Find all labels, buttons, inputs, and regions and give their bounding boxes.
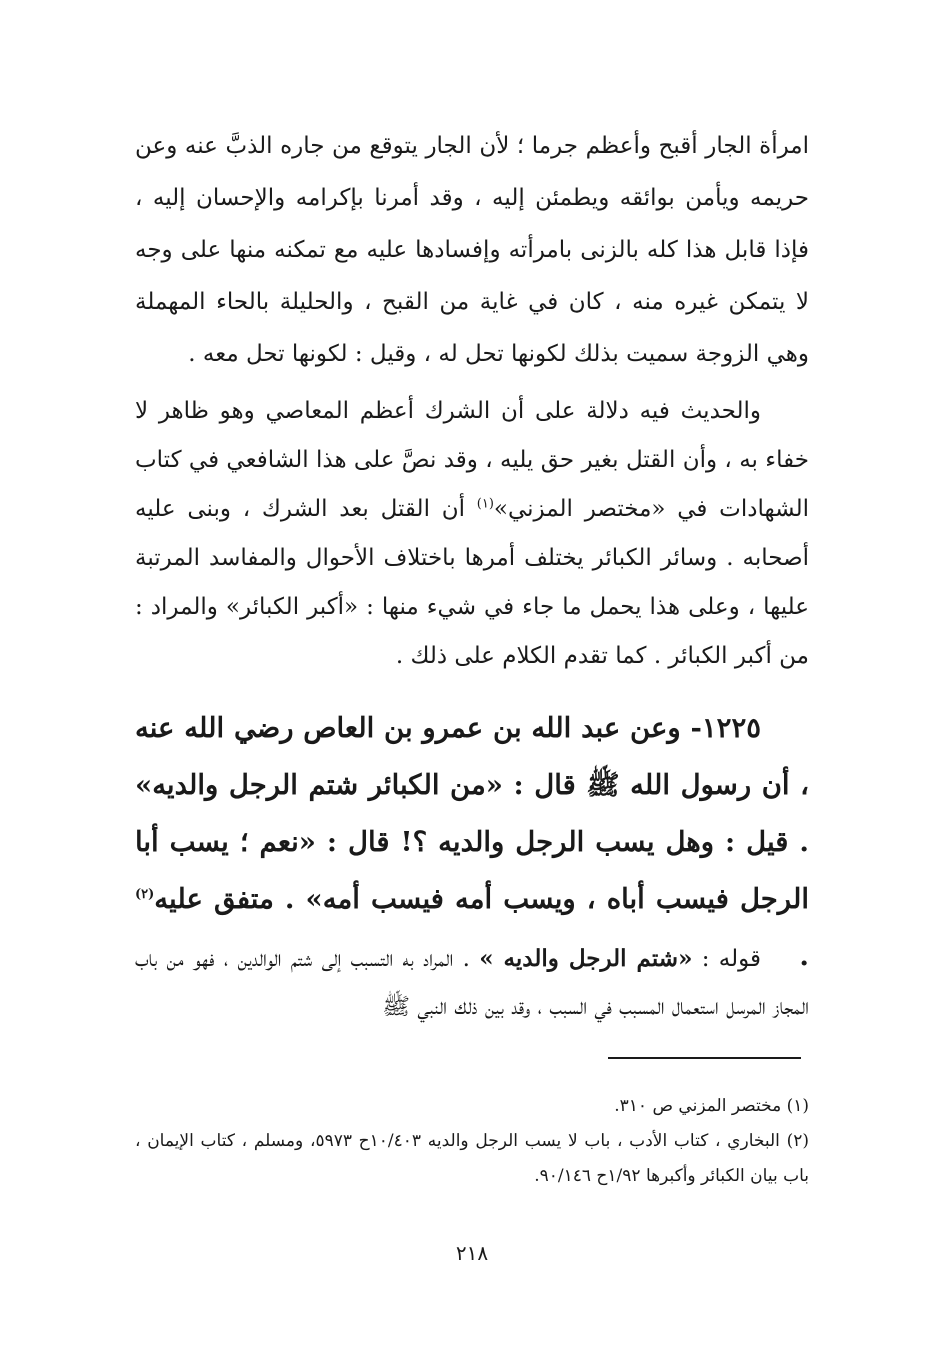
page-number: ٢١٨ [455,1241,489,1265]
hadith-text-part-2: . [799,940,809,972]
footnote-1: (١) مختصر المزني ص ٣١٠. [614,1096,809,1116]
paragraph-text-part-2: أن القتل بعد الشرك ، وبنى عليه أصحابه . وسائر الكبائر يختلف أمرها باختلاف الأحوال والمفاسد المرتبة عليها ، وعلى هذا يحمل ما جاء في شيء منها : «أكبر الكبائر» والمراد : من أكبر الكبائر . كما تقدم الكلام على ذلك . [135,496,809,669]
quoted-phrase: «شتم الرجل والديه » [479,945,693,972]
body-paragraph-1 [135,120,809,380]
footnotes [135,1089,809,1194]
paragraph-text-part-1: والحديث فيه دلالة على أن الشرك أعظم المعاصي وهو ظاهر لا خفاء به ، وأن القتل بغير حق يليه ، وقد نصَّ على هذا الشافعي في كتاب الشهادات في «مختصر المزني» [135,398,809,522]
footnote-divider [608,1057,801,1059]
footnote-2: (٢) البخاري ، كتاب الأدب ، باب لا يسب الرجل والديه ١٠/٤٠٣ح ٥٩٧٣، ومسلم ، كتاب الإيمان ، باب بيان الكبائر وأكبرها ١/٩٢ح ٩٠/١٤٦. [135,1131,809,1186]
paragraph-lead: قوله : [692,946,761,972]
hadith-text-part-1: ١٢٢٥- وعن عبد الله بن عمرو بن العاص رضي الله عنه ، أن رسول الله ﷺ قال : «من الكبائر شتم الرجل والديه» . قيل : وهل يسب الرجل والديه ؟! قال : «نعم ؛ يسب أبا الرجل فيسب أباه ، ويسب أمه فيسب أمه» . متفق عليه [135,712,809,915]
footnote-ref-2: (٢) [135,886,155,902]
paragraph-rest: . المراد به التسبب إلى شتم الوالدين ، فهو من باب المجاز المرسل استعمال المسبب في السبب ، وقد بين ذلك النبي ﷺ [135,946,809,1020]
paragraph-text: امرأة الجار أقبح وأعظم جرما ؛ لأن الجار يتوقع من جاره الذبَّ عنه وعن حريمه ويأمن بوائقه ويطمئن إليه ، وقد أمرنا بإكرامه والإحسان إليه ، فإذا قابل هذا كله بالزنى بامرأته وإفسادها عليه مع تمكنه منها على وجه لا يتمكن غيره منه ، كان في غاية من القبح ، والحليلة بالحاء المهملة وهي الزوجة سميت بذلك لكونها تحل له ، وقيل : لكونها تحل معه . [135,133,809,367]
footnote-ref-1: (١) [476,496,494,512]
paragraph-text [135,387,809,681]
body-paragraph-3 [135,935,809,1031]
paragraph-text [135,935,809,1031]
body-paragraph-2 [135,387,809,681]
